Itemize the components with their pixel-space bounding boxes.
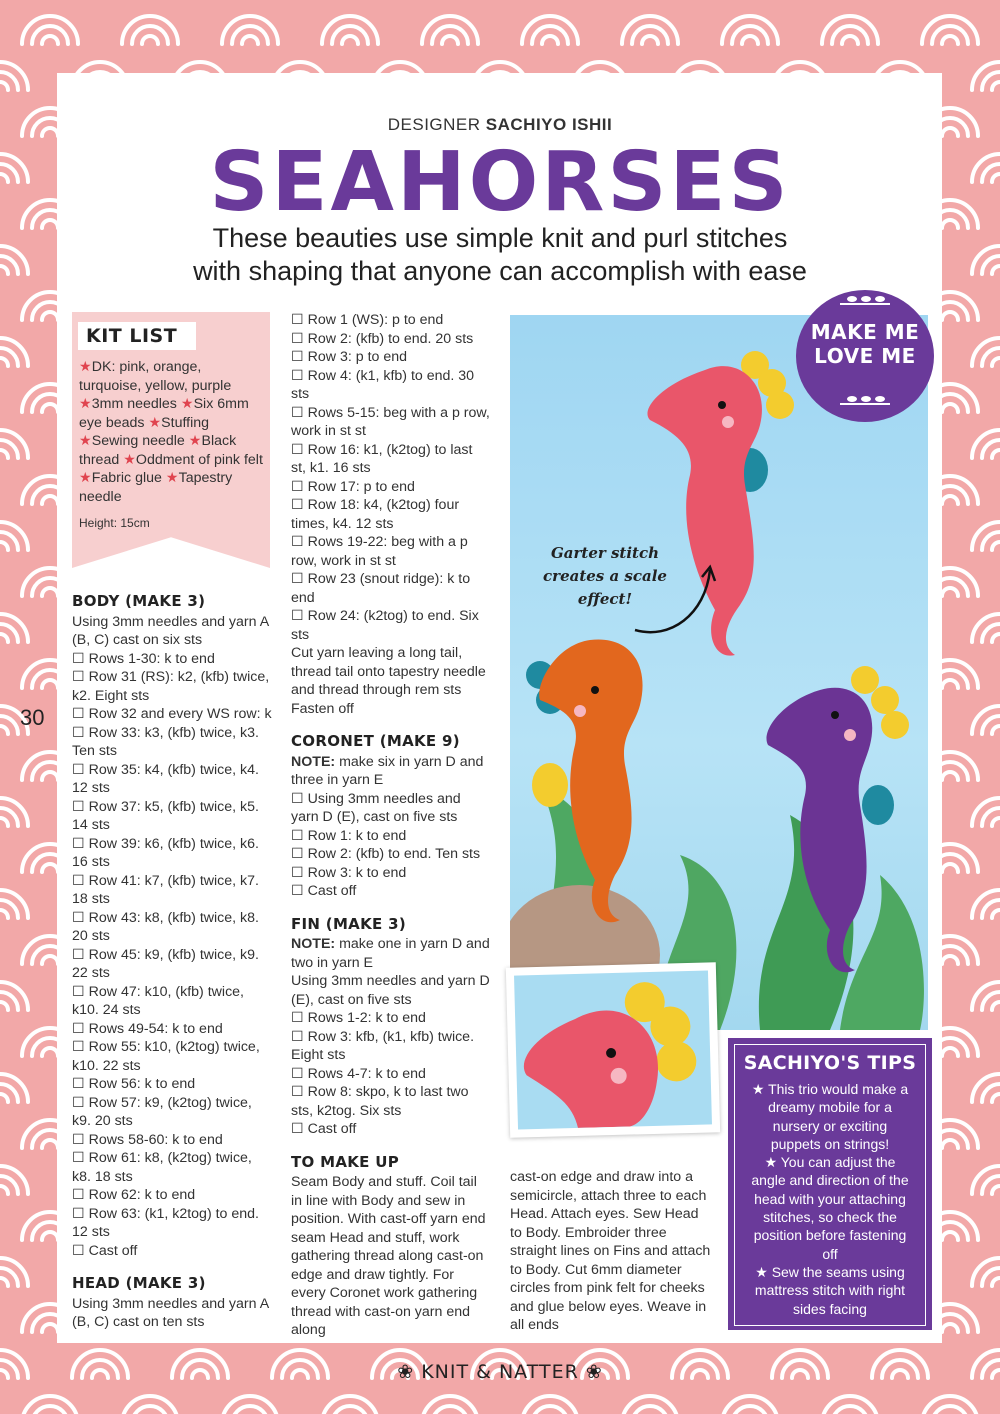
- body-row: ☐ Row 39: k6, (kfb) twice, k6. 16 sts: [72, 835, 259, 870]
- designer-name: SACHIYO ISHII: [485, 115, 613, 134]
- seahorse-photo: [510, 315, 928, 1030]
- body-row: ☐ Row 33: k3, (kfb) twice, k3. Ten sts: [72, 724, 259, 759]
- body-row: ☐ Row 57: k9, (k2tog) twice, k9. 20 sts: [72, 1094, 252, 1129]
- head-row: ☐ Row 1 (WS): p to end: [291, 312, 444, 328]
- star-icon: ★: [148, 414, 162, 431]
- body-row: ☐ Row 62: k to end: [72, 1187, 196, 1203]
- page-subtitle: [0, 222, 1000, 288]
- fin-intro: Using 3mm needles and yarn D (E), cast on five sts: [291, 973, 490, 1008]
- body-row: ☐ Row 41: k7, (kfb) twice, k7. 18 sts: [72, 872, 259, 907]
- make-up-heading: TO MAKE UP: [291, 1152, 400, 1171]
- body-row: ☐ Rows 58-60: k to end: [72, 1131, 223, 1148]
- kit-item: Tapestry needle: [79, 470, 233, 505]
- head-intro: Using 3mm needles and yarn A (B, C) cast on ten sts: [72, 1295, 269, 1330]
- star-icon: ★: [764, 1154, 781, 1171]
- coronet-heading: CORONET (MAKE 9): [291, 732, 460, 750]
- star-icon: ★: [751, 1081, 769, 1097]
- fin-heading: FIN (MAKE 3): [291, 914, 406, 933]
- tip-item: You can adjust the angle and direction of the head with your attaching stitches, so check the position before fastening off: [751, 1154, 909, 1262]
- head-row: ☐ Row 17: p to end: [291, 478, 415, 495]
- body-row: ☐ Row 56: k to end: [72, 1076, 196, 1092]
- body-row: ☐ Row 63: (k1, k2tog) to end. 12 sts: [72, 1205, 260, 1240]
- star-icon: ★: [755, 1263, 772, 1280]
- note-text: make one in yarn D and two in yarn E: [291, 936, 490, 971]
- head-heading: HEAD (MAKE 3): [72, 1274, 206, 1292]
- note-label: NOTE:: [291, 936, 336, 952]
- coronet-row: ☐ Row 2: (kfb) to end. Ten sts: [291, 846, 481, 862]
- designer-credit: [0, 115, 1000, 135]
- body-row: ☐ Row 35: k4, (kfb) twice, k4. 12 sts: [72, 761, 259, 796]
- body-row: ☐ Row 32 and every WS row: k: [72, 706, 272, 722]
- kit-item: Black thread: [79, 433, 237, 468]
- body-row: ☐ Rows 1-30: k to end: [72, 650, 215, 667]
- badge-line-2: LOVE ME: [814, 344, 916, 368]
- tips-items: [746, 1080, 914, 1318]
- kit-item: 3mm needles: [91, 396, 177, 412]
- coronet-row: ☐ Cast off: [291, 883, 357, 899]
- body-row: ☐ Cast off: [72, 1242, 138, 1259]
- inset-photo: [514, 970, 712, 1129]
- coronet-row: ☐ Row 1: k to end: [291, 827, 407, 844]
- head-row: ☐ Rows 5-15: beg with a p row, work in st st: [291, 404, 490, 439]
- kit-item: Sewing needle: [91, 433, 185, 449]
- star-icon: ★: [165, 470, 179, 486]
- body-row: ☐ Rows 49-54: k to end: [72, 1020, 223, 1037]
- star-icon: ★: [79, 396, 92, 412]
- tip-item: Sew the seams using mattress stitch with right sides facing: [754, 1263, 906, 1317]
- subtitle-line-1: These beauties use simple knit and purl stitches: [212, 223, 788, 253]
- star-icon: ★: [79, 359, 92, 375]
- flower-icon: ❀: [578, 1361, 603, 1383]
- head-outro: Fasten off: [291, 700, 354, 717]
- kit-list-items: [79, 358, 264, 506]
- body-row: ☐ Row 37: k5, (kfb) twice, k5. 14 sts: [72, 798, 259, 833]
- tip-item: This trio would make a dreamy mobile for a nursery or exciting puppets on strings!: [768, 1081, 909, 1152]
- pink-seahorse-closeup: [514, 970, 712, 1129]
- head-row: ☐ Row 3: p to end: [291, 349, 408, 365]
- fin-row: ☐ Cast off: [291, 1121, 357, 1137]
- magazine-name: KNIT & NATTER: [421, 1361, 579, 1383]
- fin-row: ☐ Rows 1-2: k to end: [291, 1010, 426, 1026]
- kit-list-title: KIT LIST: [78, 322, 196, 350]
- magazine-footer: [0, 1361, 1000, 1383]
- body-row: ☐ Row 43: k8, (kfb) twice, k8. 20 sts: [72, 909, 259, 944]
- column-3: [510, 1168, 712, 1335]
- fin-row: ☐ Row 8: skpo, k to last two sts, k2tog. Six sts: [291, 1084, 469, 1119]
- kit-item: Stuffing: [161, 414, 210, 431]
- photo-annotation: Garter stitch creates a scale effect!: [543, 544, 667, 608]
- body-row: ☐ Row 45: k9, (kfb) twice, k9. 22 sts: [72, 946, 259, 981]
- star-icon: ★: [123, 451, 136, 468]
- star-icon: ★: [79, 470, 92, 486]
- column-1: [72, 592, 272, 1332]
- finished-height: Height: 15cm: [79, 516, 150, 530]
- body-row: ☐ Row 47: k10, (kfb) twice, k10. 24 sts: [72, 983, 244, 1018]
- head-row: ☐ Row 16: k1, (k2tog) to last st, k1. 16 sts: [291, 441, 473, 476]
- column-2: [291, 311, 491, 1340]
- fin-note: [291, 935, 491, 972]
- badge-line-1: MAKE ME: [810, 320, 920, 344]
- kit-item: Six 6mm eye beads: [79, 396, 249, 431]
- head-row: ☐ Row 24: (k2tog) to end. Six sts: [291, 608, 479, 643]
- head-row: ☐ Row 18: k4, (k2tog) four times, k4. 12 sts: [291, 497, 460, 532]
- note-label: NOTE:: [291, 753, 336, 770]
- body-heading: BODY (MAKE 3): [72, 592, 206, 610]
- coronet-row: ☐ Row 3: k to end: [291, 864, 407, 881]
- kit-item: DK: pink, orange, turquoise, yellow, purple: [79, 359, 232, 394]
- make-up-text-part-2: cast-on edge and draw into a semicircle, attach three to each Head. Attach eyes. Sew Head to Body. Embroider three straight lines on Fins and attach to Body. Cut 6mm diameter circles from pink felt for cheeks and glue below eyes. Weave in all ends: [510, 1169, 711, 1333]
- tips-title: SACHIYO'S TIPS: [743, 1052, 917, 1074]
- head-row: ☐ Row 23 (snout ridge): k to end: [291, 571, 471, 606]
- coronet-row: ☐ Using 3mm needles and yarn D (E), cast on five sts: [291, 790, 461, 825]
- body-row: ☐ Row 55: k10, (k2tog) twice, k10. 22 sts: [72, 1039, 260, 1074]
- badge-text: [796, 320, 934, 368]
- kit-item: Fabric glue: [91, 470, 162, 486]
- subtitle-line-2: with shaping that anyone can accomplish with ease: [193, 256, 807, 286]
- flower-icon: ❀: [397, 1361, 422, 1383]
- body-intro: Using 3mm needles and yarn A (B, C) cast on six sts: [72, 613, 269, 648]
- star-icon: ★: [188, 433, 202, 449]
- inset-photo-frame: [506, 962, 720, 1137]
- head-outro: Cut yarn leaving a long tail, thread tail onto tapestry needle and thread through rem sts: [291, 645, 486, 698]
- star-icon: ★: [79, 433, 92, 449]
- body-row: ☐ Row 31 (RS): k2, (kfb) twice, k2. Eight sts: [72, 669, 270, 704]
- fin-row: ☐ Rows 4-7: k to end: [291, 1065, 426, 1082]
- coronet-note: [291, 753, 491, 790]
- make-up-text-part-1: Seam Body and stuff. Coil tail in line with Body and sew in position. With cast-off yarn end seam Head and stuff, work gathering thread along cast-on edge and draw tightly. For every Coronet work gathering thread with cast-on yarn end along: [291, 1174, 486, 1338]
- head-row: ☐ Rows 19-22: beg with a p row, work in st st: [291, 534, 468, 569]
- seahorse-illustration: [510, 315, 928, 1030]
- head-row: ☐ Row 2: (kfb) to end. 20 sts: [291, 330, 474, 347]
- designer-prefix: DESIGNER: [387, 115, 481, 134]
- fin-row: ☐ Row 3: kfb, (k1, kfb) twice. Eight sts: [291, 1028, 475, 1063]
- body-row: ☐ Row 61: k8, (k2tog) twice, k8. 18 sts: [72, 1150, 252, 1185]
- kit-item: Oddment of pink felt: [135, 451, 263, 468]
- head-row: ☐ Row 4: (k1, kfb) to end. 30 sts: [291, 367, 475, 402]
- note-text: make six in yarn D and three in yarn E: [291, 753, 484, 788]
- page-title: SEAHORSES: [209, 135, 791, 230]
- star-icon: ★: [180, 396, 194, 412]
- page-number: 30: [20, 705, 45, 730]
